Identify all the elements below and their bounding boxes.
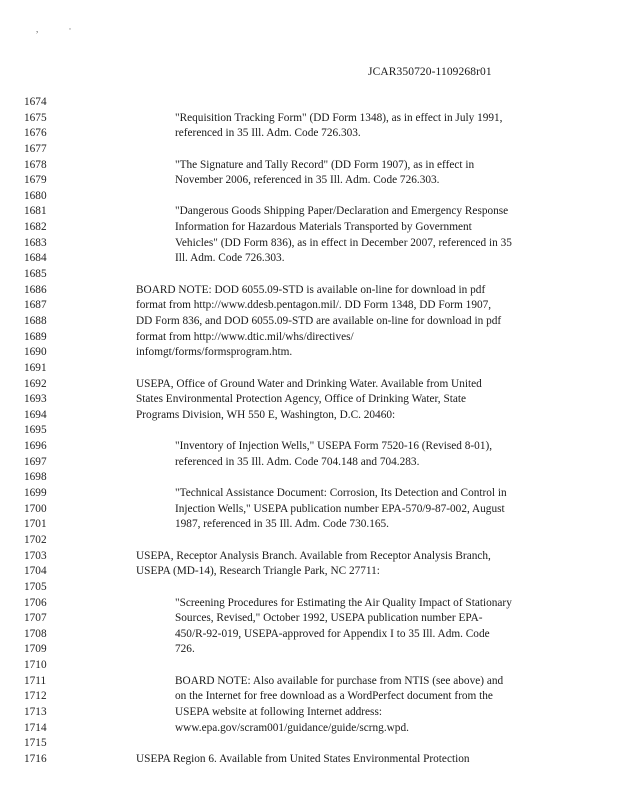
line-number: 1715 xyxy=(24,737,47,750)
line-number: 1688 xyxy=(24,314,47,327)
line-text: "Requisition Tracking Form" (DD Form 1348), as in effect in July 1991, xyxy=(175,111,503,124)
line-number: 1704 xyxy=(24,565,47,578)
document-line xyxy=(0,564,618,580)
line-text: USEPA, Receptor Analysis Branch. Available from Receptor Analysis Branch, xyxy=(136,549,491,562)
line-number: 1714 xyxy=(24,721,47,734)
document-line xyxy=(0,533,618,549)
document-line xyxy=(0,423,618,439)
document-line xyxy=(0,470,618,486)
line-number: 1694 xyxy=(24,408,47,421)
document-line xyxy=(0,173,618,189)
document-line xyxy=(0,220,618,236)
document-line xyxy=(0,377,618,393)
line-text: www.epa.gov/scram001/guidance/guide/scrng.wpd. xyxy=(175,721,409,734)
line-number: 1675 xyxy=(24,111,47,124)
line-number: 1678 xyxy=(24,158,47,171)
document-line xyxy=(0,721,618,737)
line-number: 1682 xyxy=(24,221,47,234)
document-line xyxy=(0,549,618,565)
line-number: 1701 xyxy=(24,518,47,531)
line-text: on the Internet for free download as a WordPerfect document from the xyxy=(175,690,493,703)
line-text: USEPA (MD-14), Research Triangle Park, NC 27711: xyxy=(136,565,380,578)
line-number: 1702 xyxy=(24,533,47,546)
line-number: 1681 xyxy=(24,205,47,218)
line-text: BOARD NOTE: Also available for purchase from NTIS (see above) and xyxy=(175,674,504,687)
line-text: States Environmental Protection Agency, Office of Drinking Water, State xyxy=(136,393,467,406)
line-text: format from http://www.dtic.mil/whs/directives/ xyxy=(136,330,354,343)
line-number: 1685 xyxy=(24,268,47,281)
document-line xyxy=(0,126,618,142)
document-line xyxy=(0,345,618,361)
line-number: 1676 xyxy=(24,127,47,140)
line-number: 1700 xyxy=(24,502,47,515)
line-text: BOARD NOTE: DOD 6055.09-STD is available on-line for download in pdf xyxy=(136,283,486,296)
document-line xyxy=(0,689,618,705)
document-line xyxy=(0,283,618,299)
line-number: 1690 xyxy=(24,346,47,359)
document-line xyxy=(0,752,618,768)
document-line xyxy=(0,392,618,408)
line-number: 1691 xyxy=(24,361,47,374)
line-text: "Dangerous Goods Shipping Paper/Declaration and Emergency Response xyxy=(175,205,509,218)
document-line xyxy=(0,611,618,627)
line-number: 1707 xyxy=(24,612,47,625)
line-number: 1706 xyxy=(24,596,47,609)
line-number: 1713 xyxy=(24,705,47,718)
line-text: 726. xyxy=(175,643,195,656)
line-text: Injection Wells," USEPA publication number EPA-570/9-87-002, August xyxy=(175,502,505,515)
line-number: 1699 xyxy=(24,487,47,500)
document-line xyxy=(0,439,618,455)
line-text: 1987, referenced in 35 Ill. Adm. Code 730.165. xyxy=(175,518,389,531)
line-text: USEPA, Office of Ground Water and Drinking Water. Available from United xyxy=(136,377,482,390)
line-text: referenced in 35 Ill. Adm. Code 726.303. xyxy=(175,127,361,140)
document-line xyxy=(0,251,618,267)
document-line xyxy=(0,158,618,174)
line-number: 1692 xyxy=(24,377,47,390)
line-number: 1712 xyxy=(24,690,47,703)
line-text: format from http://www.ddesb.pentagon.mil/. DD Form 1348, DD Form 1907, xyxy=(136,299,492,312)
line-number: 1687 xyxy=(24,299,47,312)
line-number: 1684 xyxy=(24,252,47,265)
line-number: 1689 xyxy=(24,330,47,343)
line-number: 1708 xyxy=(24,627,47,640)
line-number: 1709 xyxy=(24,643,47,656)
line-text: November 2006, referenced in 35 Ill. Adm. Code 726.303. xyxy=(175,174,440,187)
document-line xyxy=(0,736,618,752)
document-line xyxy=(0,361,618,377)
document-line xyxy=(0,298,618,314)
line-number: 1679 xyxy=(24,174,47,187)
document-line xyxy=(0,189,618,205)
document-line xyxy=(0,267,618,283)
line-number: 1703 xyxy=(24,549,47,562)
line-number: 1674 xyxy=(24,96,47,108)
line-text: USEPA Region 6. Available from United States Environmental Protection xyxy=(136,752,470,765)
line-text: "The Signature and Tally Record" (DD Form 1907), as in effect in xyxy=(175,158,475,171)
document-line xyxy=(0,627,618,643)
line-number: 1710 xyxy=(24,659,47,672)
document-line xyxy=(0,502,618,518)
line-number: 1705 xyxy=(24,580,47,593)
line-text: 450/R-92-019, USEPA-approved for Appendix I to 35 Ill. Adm. Code xyxy=(175,627,490,640)
line-text: Ill. Adm. Code 726.303. xyxy=(175,252,285,265)
line-text: infomgt/forms/formsprogram.htm. xyxy=(136,346,293,359)
document-line xyxy=(0,111,618,127)
line-text: Vehicles" (DD Form 836), as in effect in December 2007, referenced in 35 xyxy=(175,236,512,249)
document-id: JCAR350720-1109268r01 xyxy=(368,66,492,78)
line-number: 1697 xyxy=(24,455,47,468)
document-line xyxy=(0,408,618,424)
document-line xyxy=(0,204,618,220)
line-number: 1693 xyxy=(24,393,47,406)
document-line xyxy=(0,455,618,471)
line-number: 1716 xyxy=(24,752,47,765)
line-number: 1683 xyxy=(24,236,47,249)
document-line xyxy=(0,142,618,158)
document-line xyxy=(0,658,618,674)
corner-scan-marks: , · xyxy=(36,24,86,34)
document-body xyxy=(0,95,618,768)
line-number: 1677 xyxy=(24,142,47,155)
document-line xyxy=(0,705,618,721)
line-text: USEPA website at following Internet address: xyxy=(175,705,382,718)
document-line xyxy=(0,580,618,596)
line-number: 1696 xyxy=(24,440,47,453)
document-line xyxy=(0,236,618,252)
document-line xyxy=(0,314,618,330)
line-number: 1686 xyxy=(24,283,47,296)
document-line xyxy=(0,486,618,502)
line-text: "Technical Assistance Document: Corrosion, Its Detection and Control in xyxy=(175,487,507,500)
line-text: "Screening Procedures for Estimating the Air Quality Impact of Stationary xyxy=(175,596,512,609)
document-line xyxy=(0,517,618,533)
document-line xyxy=(0,330,618,346)
line-number: 1711 xyxy=(24,674,47,687)
line-text: Programs Division, WH 550 E, Washington, D.C. 20460: xyxy=(136,408,396,421)
line-text: DD Form 836, and DOD 6055.09-STD are available on-line for download in pdf xyxy=(136,314,502,327)
line-text: "Inventory of Injection Wells," USEPA Form 7520-16 (Revised 8-01), xyxy=(175,440,493,453)
line-number: 1680 xyxy=(24,189,47,202)
line-text: referenced in 35 Ill. Adm. Code 704.148 and 704.283. xyxy=(175,455,420,468)
document-line xyxy=(0,674,618,690)
line-number: 1698 xyxy=(24,471,47,484)
document-line xyxy=(0,95,618,111)
line-text: Sources, Revised," October 1992, USEPA publication number EPA- xyxy=(175,612,483,625)
line-text: Information for Hazardous Materials Transported by Government xyxy=(175,221,472,234)
document-line xyxy=(0,596,618,612)
document-line xyxy=(0,642,618,658)
line-number: 1695 xyxy=(24,424,47,437)
